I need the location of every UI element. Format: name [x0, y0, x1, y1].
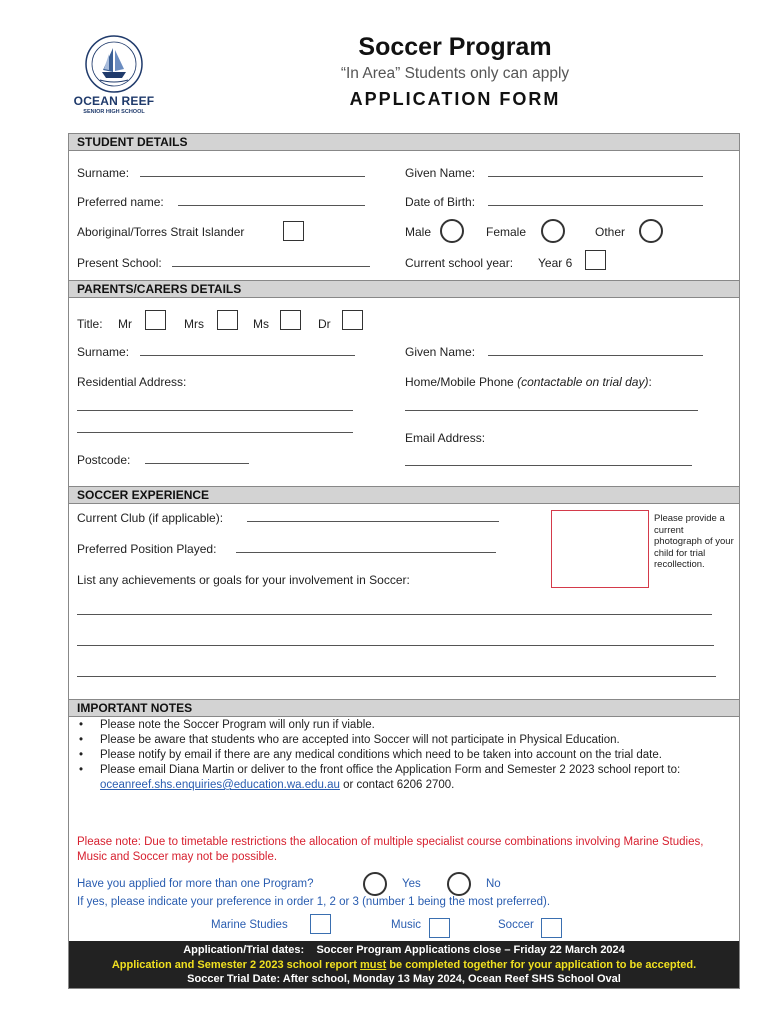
achievements-line-1[interactable] [77, 614, 712, 615]
more-program-yes-radio[interactable] [363, 872, 387, 896]
school-name: OCEAN REEF [73, 94, 155, 108]
current-year-value: Year 6 [538, 256, 573, 270]
yes-label: Yes [402, 878, 421, 890]
note-item: • Please email Diana Martin or deliver to the front office the Application Form and Semester 2 2023 school report to: oceanreef.shs.enquiries@education.wa.edu.au or contact 6206 2700. [76, 763, 726, 793]
phone-label: Home/Mobile Phone (contactable on trial day): [405, 375, 652, 389]
soccer-experience-heading: SOCCER EXPERIENCE [69, 486, 739, 504]
parent-surname-field[interactable] [140, 355, 355, 356]
enquiries-email-link[interactable]: oceanreef.shs.enquiries@education.wa.edu.au [100, 779, 340, 791]
current-club-field[interactable] [247, 521, 499, 522]
important-notes-heading: IMPORTANT NOTES [69, 699, 739, 717]
parents-details-heading: PARENTS/CARERS DETAILS [69, 280, 739, 298]
present-school-label: Present School: [77, 256, 162, 270]
page-title: Soccer Program [358, 33, 552, 61]
achievements-line-3[interactable] [77, 676, 716, 677]
address-line-2[interactable] [77, 432, 353, 433]
preference-instruction: If yes, please indicate your preference in order 1, 2 or 3 (number 1 being the most preferred). [77, 896, 551, 908]
school-subname: SENIOR HIGH SCHOOL [83, 109, 145, 115]
title-dr-label: Dr [318, 317, 331, 331]
other-label: Other [595, 225, 626, 239]
notes-list [76, 718, 726, 793]
address-label: Residential Address: [77, 375, 187, 389]
current-club-label: Current Club (if applicable): [77, 511, 224, 525]
position-label: Preferred Position Played: [77, 542, 217, 556]
postcode-field[interactable] [145, 463, 249, 464]
parent-given-name-field[interactable] [488, 355, 703, 356]
title-ms-checkbox[interactable] [280, 310, 301, 330]
form-title: APPLICATION FORM [349, 89, 561, 109]
title-dr-checkbox[interactable] [342, 310, 363, 330]
address-line-1[interactable] [77, 410, 353, 411]
dob-field[interactable] [488, 205, 703, 206]
current-year-label: Current school year: [405, 256, 514, 270]
aboriginal-label: Aboriginal/Torres Strait Islander [77, 225, 245, 239]
photo-note: Please provide a current photograph of your child for trial recollection. [654, 513, 734, 570]
position-field[interactable] [236, 552, 496, 553]
email-field[interactable] [405, 465, 692, 466]
title-mr-checkbox[interactable] [145, 310, 166, 330]
soccer-preference-box[interactable] [541, 918, 562, 938]
aboriginal-checkbox[interactable] [283, 221, 304, 241]
timetable-warning: Please note: Due to timetable restrictions the allocation of multiple specialist course combinations involving Marine Studies, Music and Soccer may not be possible. [77, 836, 704, 863]
female-radio[interactable] [541, 219, 565, 243]
student-surname-field[interactable] [140, 176, 365, 177]
page-subtitle: “In Area” Students only can apply [340, 65, 570, 82]
email-label: Email Address: [405, 431, 486, 445]
student-surname-label: Surname: [77, 166, 130, 180]
phone-field[interactable] [405, 410, 698, 411]
achievements-label: List any achievements or goals for your involvement in Soccer: [77, 573, 410, 587]
music-label: Music [391, 919, 422, 931]
note-item: • Please note the Soccer Program will only run if viable. [76, 718, 726, 733]
other-radio[interactable] [639, 219, 663, 243]
title-mr-label: Mr [118, 317, 132, 331]
note-item: • Please be aware that students who are accepted into Soccer will not participate in Physical Education. [76, 733, 726, 748]
title-mrs-label: Mrs [184, 317, 204, 331]
female-label: Female [486, 225, 527, 239]
parent-given-name-label: Given Name: [405, 345, 476, 359]
dates-footer [69, 941, 739, 988]
present-school-field[interactable] [172, 266, 370, 267]
footer-line-1: Application/Trial dates: Soccer Program Applications close – Friday 22 March 2024 [183, 944, 625, 956]
no-label: No [486, 878, 501, 890]
male-radio[interactable] [440, 219, 464, 243]
achievements-line-2[interactable] [77, 645, 714, 646]
soccer-label: Soccer [498, 919, 534, 931]
postcode-label: Postcode: [77, 453, 131, 467]
marine-label: Marine Studies [211, 919, 288, 931]
note-item: • Please notify by email if there are any medical conditions which need to be taken into account on the trial date. [76, 748, 726, 763]
preferred-name-field[interactable] [178, 205, 365, 206]
male-label: Male [405, 225, 432, 239]
footer-line-3: Soccer Trial Date: After school, Monday 13 May 2024, Ocean Reef SHS School Oval [187, 973, 621, 985]
student-given-name-label: Given Name: [405, 166, 476, 180]
dob-label: Date of Birth: [405, 195, 476, 209]
student-details-heading: STUDENT DETAILS [69, 133, 739, 151]
marine-preference-box[interactable] [310, 914, 331, 934]
parent-surname-label: Surname: [77, 345, 130, 359]
title-mrs-checkbox[interactable] [217, 310, 238, 330]
more-program-question: Have you applied for more than one Program? [77, 878, 314, 890]
current-year-checkbox[interactable] [585, 250, 606, 270]
student-given-name-field[interactable] [488, 176, 703, 177]
preferred-name-label: Preferred name: [77, 195, 164, 209]
music-preference-box[interactable] [429, 918, 450, 938]
title-label: Title: [77, 317, 103, 331]
more-program-no-radio[interactable] [447, 872, 471, 896]
footer-line-2: Application and Semester 2 2023 school report must be completed together for your application to be accepted. [111, 958, 697, 971]
photo-box[interactable] [551, 510, 649, 588]
school-logo [66, 34, 162, 120]
ship-crest-icon [84, 34, 144, 94]
title-ms-label: Ms [253, 317, 269, 331]
